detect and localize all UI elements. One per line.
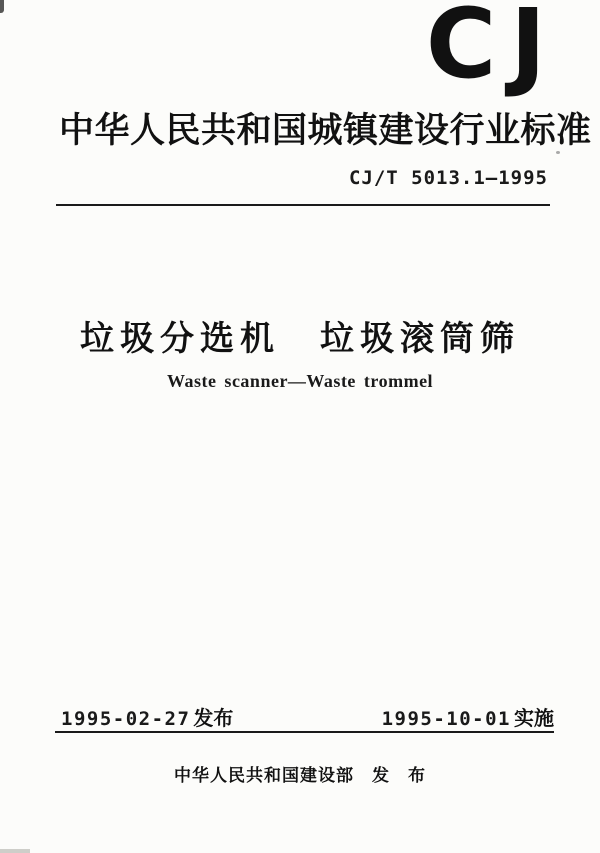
implement-date-group [382,702,554,731]
publisher-line: 中华人民共和国建设部 发 布 [174,766,426,785]
issue-date-group [61,702,233,731]
scan-smudge-bottom-left [0,849,30,853]
standard-category-title: 中华人民共和国城镇建设行业标准 [59,111,592,150]
standard-title-zh: 垃圾分选机 垃圾滚筒筛 [80,320,520,358]
scan-speck-dot [556,151,560,154]
dates-rule [55,731,554,733]
dates-row [61,702,554,731]
header-rule [56,204,550,206]
issue-date: 1995-02-27 [61,708,191,730]
cj-logo: CJ [425,0,560,100]
scan-speck-top-left [0,0,4,13]
standard-title-en: Waste scanner—Waste trommel [166,371,434,391]
issue-label: 发布 [193,708,234,730]
standard-number: CJ/T 5013.1—1995 [348,167,548,189]
implement-date: 1995-10-01 [381,708,511,730]
implement-label: 实施 [514,708,554,730]
